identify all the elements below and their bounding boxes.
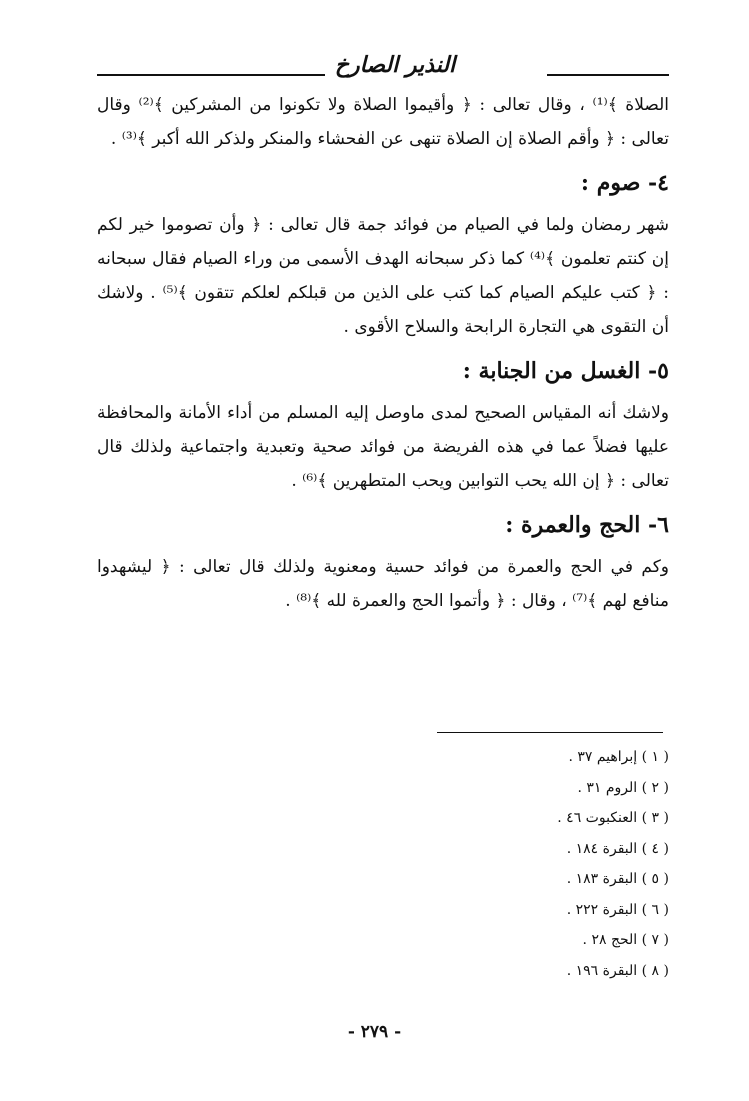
- footnote-item: ( ٨ ) البقرة ١٩٦ .: [566, 962, 669, 979]
- footnote-item: ( ٥ ) البقرة ١٨٣ .: [566, 871, 669, 887]
- running-header-title: النذير الصارخ: [97, 52, 669, 78]
- section-heading-hajj: ٦- الحج والعمرة :: [505, 512, 669, 538]
- footnote-item: ( ٧ ) الحج ٢٨ .: [582, 932, 669, 948]
- footnote-item: ( ٤ ) البقرة ١٨٤ .: [566, 840, 669, 857]
- footnote-rule: [437, 732, 663, 733]
- paragraph-fasting: شهر رمضان ولما في الصيام من فوائد جمة قال تعالى : ﴿ وأن تصوموا خير لكم إن كنتم تعلمون ﴾⁽⁴⁾ كما ذكر سبحانه الهدف الأسمى من وراء الصيام فقال سبحانه : ﴿ كتب عليكم الصيام كما كتب على الذين من قبلكم لعلكم تتقون ﴾⁽⁵⁾ . ولاشك أن التقوى هي التجارة الرابحة والسلاح الأقوى .: [97, 215, 669, 337]
- footnote-item: ( ٢ ) الروم ٣١ .: [577, 779, 669, 796]
- paragraph-ghusl: ولاشك أنه المقياس الصحيح لمدى ماوصل إليه المسلم من أداء الأمانة والمحافظة عليها فضلاً عما في هذه الفريضة من فوائد صحية وتعبدية واجتماعية ولذلك قال تعالى : ﴿ إن الله يحب التوابين ويحب المتطهرين ﴾⁽⁶⁾ .: [97, 403, 669, 491]
- running-header: [97, 52, 669, 82]
- paragraph-hajj: وكم في الحج والعمرة من فوائد حسية ومعنوية ولذلك قال تعالى : ﴿ ليشهدوا منافع لهم ﴾⁽⁷⁾ ، وقال : ﴿ وأتموا الحج والعمرة لله ﴾⁽⁸⁾ .: [97, 557, 669, 611]
- section-heading-fasting: ٤- صوم :: [580, 170, 669, 196]
- section-heading-ghusl: ٥- الغسل من الجنابة :: [462, 358, 669, 384]
- main-text: [97, 88, 669, 618]
- paragraph-prayer: الصلاة ﴾⁽¹⁾ ، وقال تعالى : ﴿ وأقيموا الصلاة ولا تكونوا من المشركين ﴾⁽²⁾ وقال تعالى : ﴿ وأقم الصلاة إن الصلاة تنهى عن الفحشاء والمنكر ولذكر الله أكبر ﴾⁽³⁾ .: [97, 95, 669, 149]
- footnote-item: ( ٣ ) العنكبوت ٤٦ .: [557, 810, 669, 826]
- footnote-item: ( ١ ) إبراهيم ٣٧ .: [568, 749, 669, 765]
- footnotes-list: [419, 742, 669, 986]
- page-number: - ٢٧٩ -: [347, 1022, 402, 1042]
- footnote-item: ( ٦ ) البقرة ٢٢٢ .: [566, 901, 669, 918]
